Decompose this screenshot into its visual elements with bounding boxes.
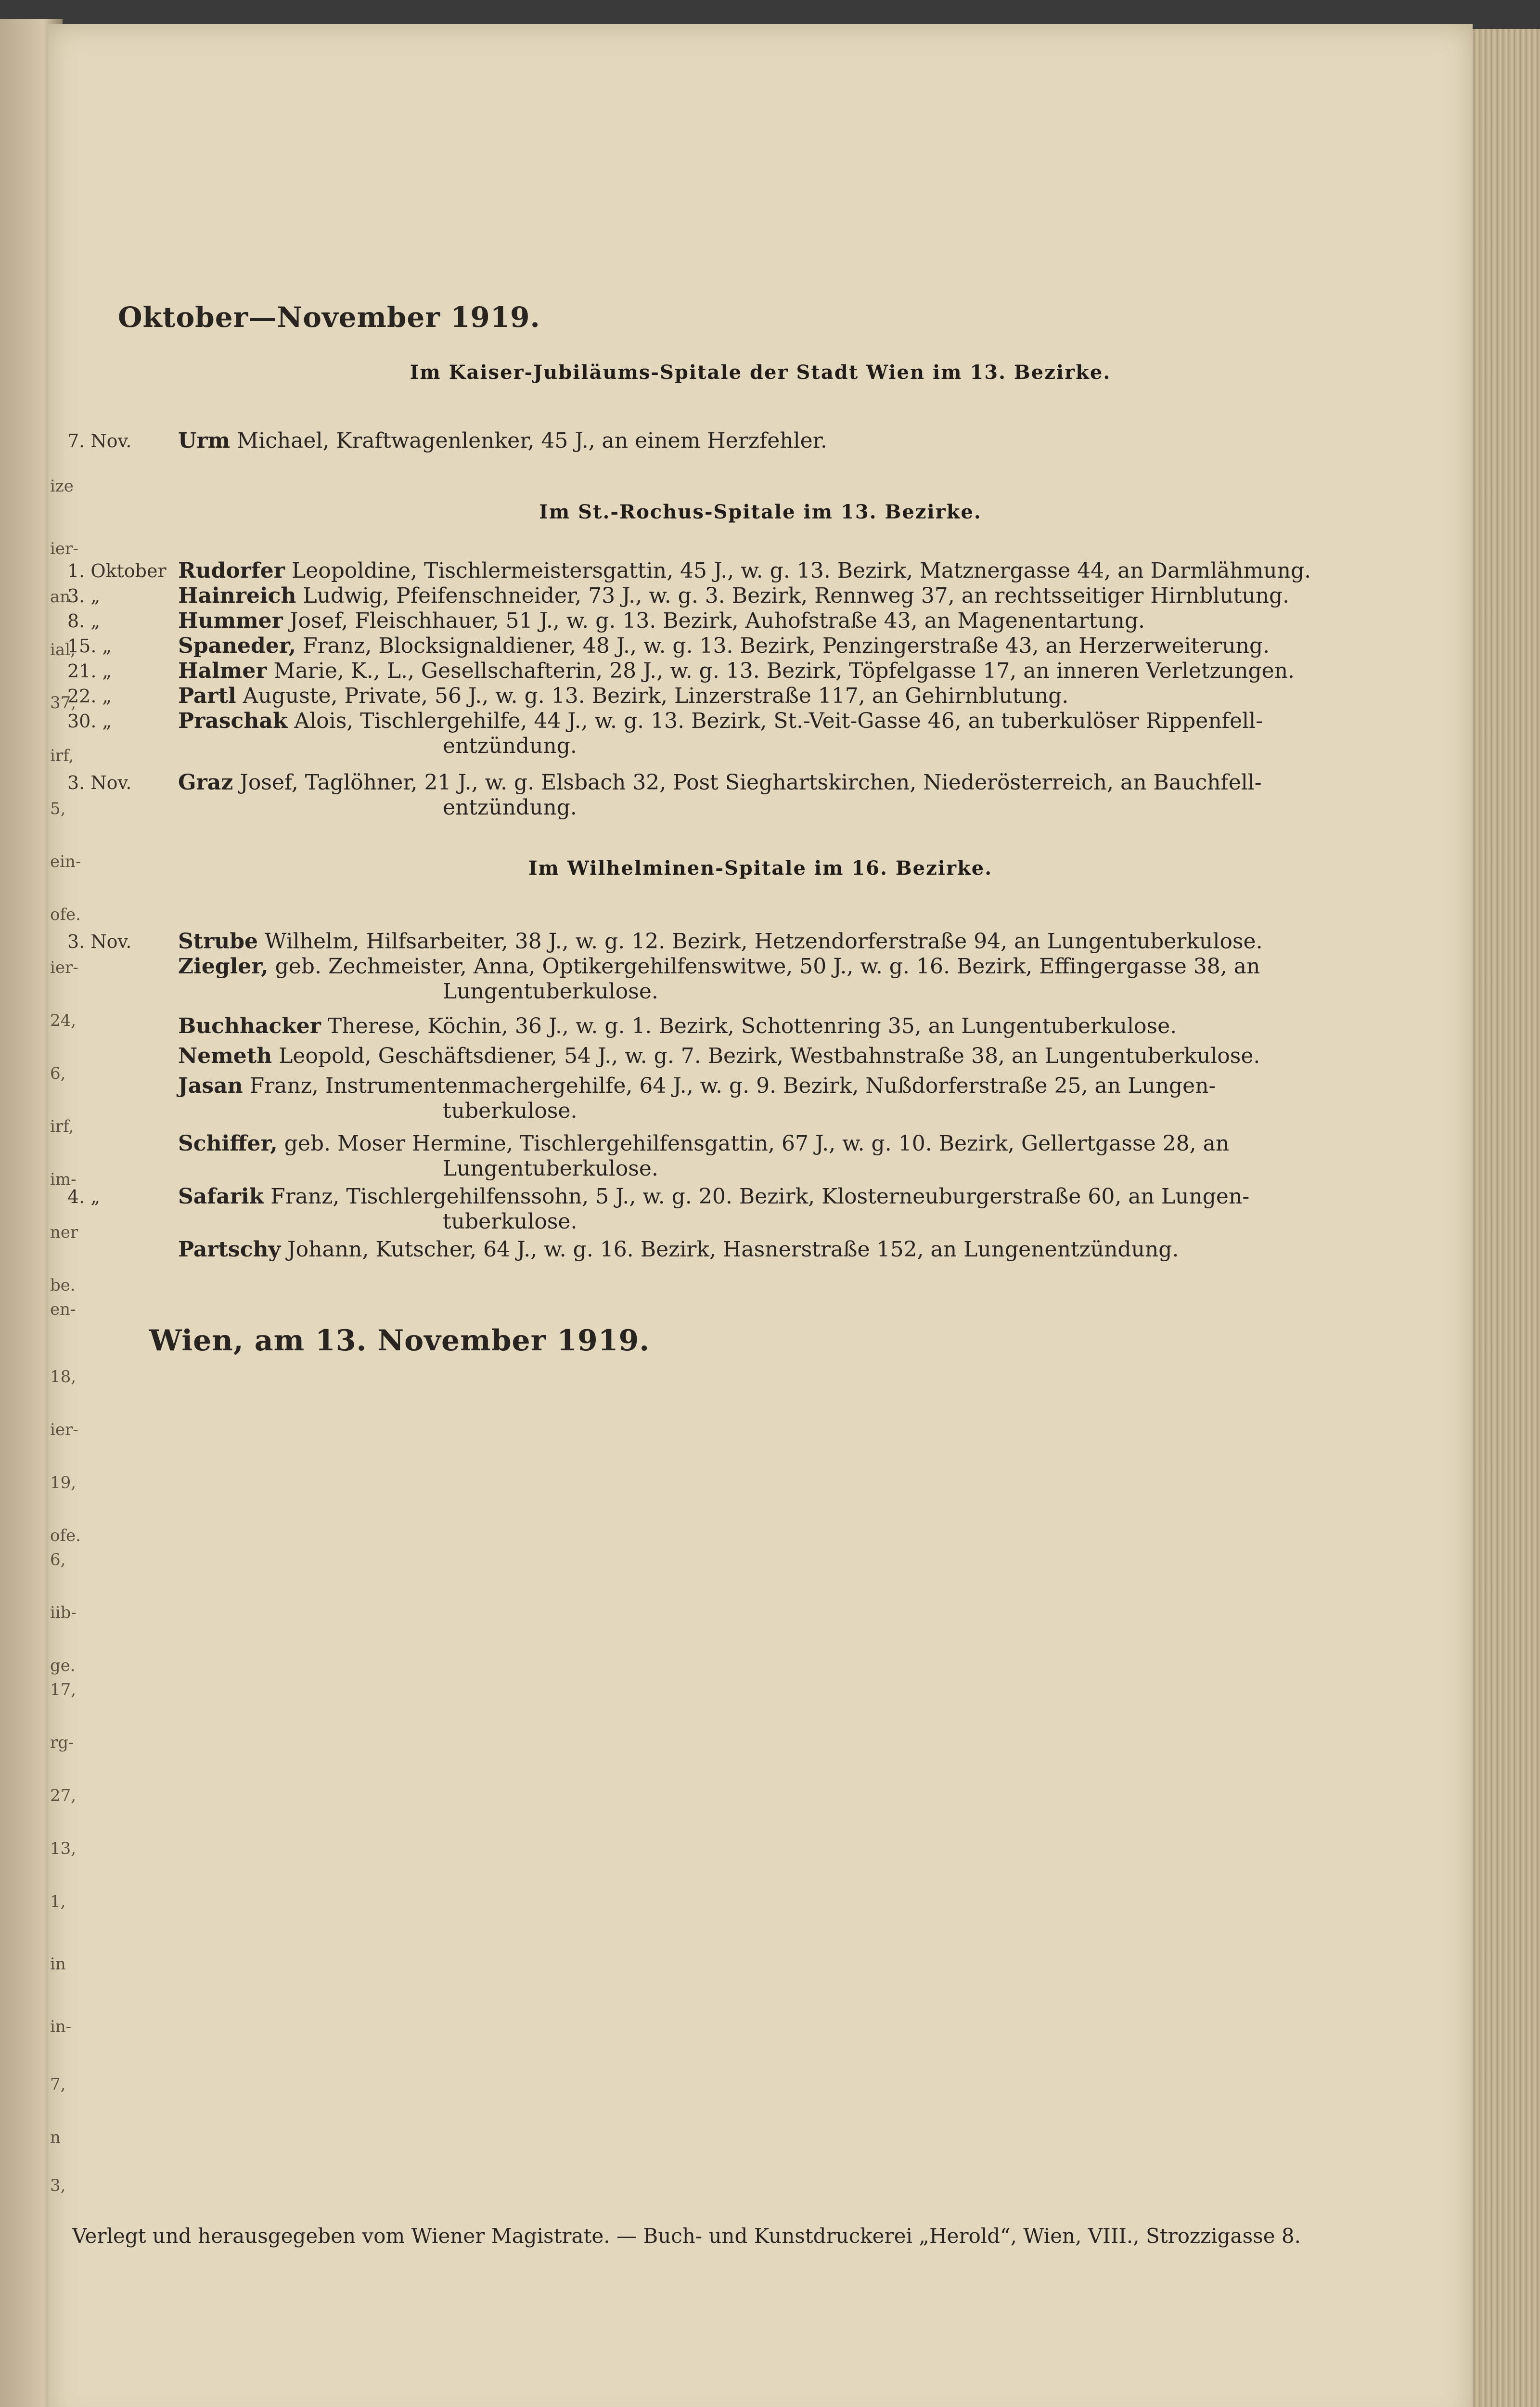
entry-details: Michael, Kraftwagenlenker, 45 J., an einem Herzfehler. xyxy=(230,428,827,453)
margin-fragment: ier- xyxy=(50,1420,78,1439)
entry-details: Ludwig, Pfeifenschneider, 73 J., w. g. 3. Bezirk, Rennweg 37, an rechtsseitiger Hirnblutung. xyxy=(296,583,1290,608)
margin-fragment: im- xyxy=(50,1170,77,1189)
margin-fragment: 27, xyxy=(50,1786,77,1805)
closing-dateline: Wien, am 13. November 1919. xyxy=(149,1324,650,1358)
entry-date: 22. „ xyxy=(67,686,112,707)
entry-date: 15. „ xyxy=(67,635,112,657)
entry-surname: Nemeth xyxy=(178,1044,272,1068)
entry-details: Leopold, Geschäftsdiener, 54 J., w. g. 7. Bezirk, Westbahnstraße 38, an Lungentuberkulose. xyxy=(272,1044,1260,1068)
entry-continuation: Lungentuberkulose. xyxy=(443,979,658,1004)
entry-surname: Hainreich xyxy=(178,583,296,608)
entry-surname: Spaneder, xyxy=(178,634,296,658)
entry-continuation: entzündung. xyxy=(443,734,577,758)
entry-details: Josef, Taglöhner, 21 J., w. g. Elsbach 32, Post Sieghartskirchen, Niederösterreich, an Bauchfell- xyxy=(233,770,1262,795)
margin-fragment: 13, xyxy=(50,1839,77,1858)
margin-fragment: 1, xyxy=(50,1892,66,1911)
section-title: Im St.-Rochus-Spitale im 13. Bezirke. xyxy=(539,501,982,523)
margin-fragment: 37, xyxy=(50,693,77,712)
entry-surname: Ziegler, xyxy=(178,954,269,979)
entry-surname: Rudorfer xyxy=(178,558,285,583)
entry-surname: Schiffer, xyxy=(178,1131,278,1156)
margin-fragment: irf, xyxy=(50,746,74,765)
margin-fragment: irf, xyxy=(50,1117,74,1136)
page-stack-edge xyxy=(1463,29,1540,2407)
entry-details: Marie, K., L., Gesellschafterin, 28 J., w. g. 13. Bezirk, Töpfelgasse 17, an inneren Verletzungen. xyxy=(267,659,1295,683)
entry-surname: Jasan xyxy=(178,1074,243,1098)
entry-date: 3. Nov. xyxy=(67,772,132,793)
margin-fragment: iib- xyxy=(50,1603,77,1622)
entry-details: Auguste, Private, 56 J., w. g. 13. Bezirk, Linzerstraße 117, an Gehirnblutung. xyxy=(236,684,1069,708)
margin-fragment: ge. xyxy=(50,1656,76,1675)
margin-fragment: 19, xyxy=(50,1473,77,1492)
margin-fragment: 18, xyxy=(50,1367,77,1386)
entry-surname: Partschy xyxy=(178,1237,281,1262)
entry-continuation: tuberkulose. xyxy=(443,1209,578,1234)
margin-fragment: in- xyxy=(50,2017,72,2036)
entry-details: Wilhelm, Hilfsarbeiter, 38 J., w. g. 12. Bezirk, Hetzendorferstraße 94, an Lungentuberkulose. xyxy=(258,929,1263,954)
document-page xyxy=(48,24,1473,2407)
entry-details: Franz, Tischlergehilfenssohn, 5 J., w. g. 20. Bezirk, Klosterneuburgerstraße 60, an Lungen- xyxy=(264,1184,1250,1209)
entry-surname: Partl xyxy=(178,684,236,708)
entry-continuation: tuberkulose. xyxy=(443,1099,578,1123)
margin-fragment: ofe. xyxy=(50,905,81,924)
entry-surname: Buchhacker xyxy=(178,1014,321,1038)
entry-details: Franz, Instrumentenmachergehilfe, 64 J., w. g. 9. Bezirk, Nußdorferstraße 25, an Lungen- xyxy=(243,1074,1216,1098)
entry-surname: Safarik xyxy=(178,1184,264,1209)
entry-details: Alois, Tischlergehilfe, 44 J., w. g. 13. Bezirk, St.-Veit-Gasse 46, an tuberkulöser Rippenfell- xyxy=(287,709,1263,733)
margin-fragment: 6, xyxy=(50,1550,66,1569)
margin-fragment: ier- xyxy=(50,539,78,558)
entry-date: 30. „ xyxy=(67,711,112,732)
entry-date: 21. „ xyxy=(67,660,112,682)
margin-fragment: ofe. xyxy=(50,1526,81,1545)
margin-fragment: 24, xyxy=(50,1011,77,1030)
margin-fragment: ein- xyxy=(50,852,81,871)
entry-continuation: entzündung. xyxy=(443,795,577,820)
entry-date: 8. „ xyxy=(67,610,101,632)
entry-details: Franz, Blocksignaldiener, 48 J., w. g. 13. Bezirk, Penzingerstraße 43, an Herzerweiterung. xyxy=(296,634,1270,658)
margin-fragment: rg- xyxy=(50,1733,74,1752)
margin-fragment: 17, xyxy=(50,1680,77,1699)
entry-date: 3. Nov. xyxy=(67,931,132,952)
margin-fragment: n xyxy=(50,2128,61,2147)
entry-date: 3. „ xyxy=(67,585,101,607)
entry-details: geb. Zechmeister, Anna, Optikergehilfenswitwe, 50 J., w. g. 16. Bezirk, Effingergasse 38, an xyxy=(268,954,1260,979)
entry-surname: Halmer xyxy=(178,659,267,683)
margin-fragment: 6, xyxy=(50,1064,66,1083)
margin-fragment: 7, xyxy=(50,2075,66,2094)
entry-surname: Strube xyxy=(178,929,258,954)
entry-details: Johann, Kutscher, 64 J., w. g. 16. Bezirk, Hasnerstraße 152, an Lungenentzündung. xyxy=(281,1237,1179,1262)
margin-fragment: be. xyxy=(50,1276,76,1295)
margin-fragment: in xyxy=(50,1954,66,1974)
margin-fragment: 5, xyxy=(50,799,66,818)
entry-surname: Graz xyxy=(178,770,233,795)
margin-fragment: an xyxy=(50,587,71,607)
entry-details: Josef, Fleischhauer, 51 J., w. g. 13. Bezirk, Auhofstraße 43, an Magenentartung. xyxy=(282,608,1145,633)
entry-details: Therese, Köchin, 36 J., w. g. 1. Bezirk, Schottenring 35, an Lungentuberkulose. xyxy=(321,1014,1177,1038)
margin-fragment: ier- xyxy=(50,958,78,977)
section-title: Im Wilhelminen-Spitale im 16. Bezirke. xyxy=(528,857,993,880)
entry-details: Leopoldine, Tischlermeistersgattin, 45 J., w. g. 13. Bezirk, Matznergasse 44, an Darmlähmung. xyxy=(284,558,1311,583)
entry-date: 1. Oktober xyxy=(67,560,167,582)
entry-details: geb. Moser Hermine, Tischlergehilfensgattin, 67 J., w. g. 10. Bezirk, Gellertgasse 28, an xyxy=(277,1131,1230,1156)
margin-fragment: en- xyxy=(50,1300,76,1319)
entry-surname: Hummer xyxy=(178,608,283,633)
entry-continuation: Lungentuberkulose. xyxy=(443,1156,658,1181)
section-title: Im Kaiser-Jubiläums-Spitale der Stadt Wien im 13. Bezirke. xyxy=(410,361,1111,384)
entry-date: 7. Nov. xyxy=(67,430,132,452)
margin-fragment: ner xyxy=(50,1223,78,1242)
entry-surname: Urm xyxy=(178,428,231,453)
entry-surname: Praschak xyxy=(178,709,288,733)
entry-date: 4. „ xyxy=(67,1186,101,1207)
margin-fragment: 3, xyxy=(50,2176,66,2195)
margin-fragment: ize xyxy=(50,477,74,496)
margin-fragment: ial, xyxy=(50,640,76,660)
date-range-header: Oktober—November 1919. xyxy=(118,301,540,334)
printer-imprint: Verlegt und herausgegeben vom Wiener Magistrate. — Buch- und Kunstdruckerei „Herold“, Wien, VIII., Strozzigasse 8. xyxy=(72,2224,1301,2248)
